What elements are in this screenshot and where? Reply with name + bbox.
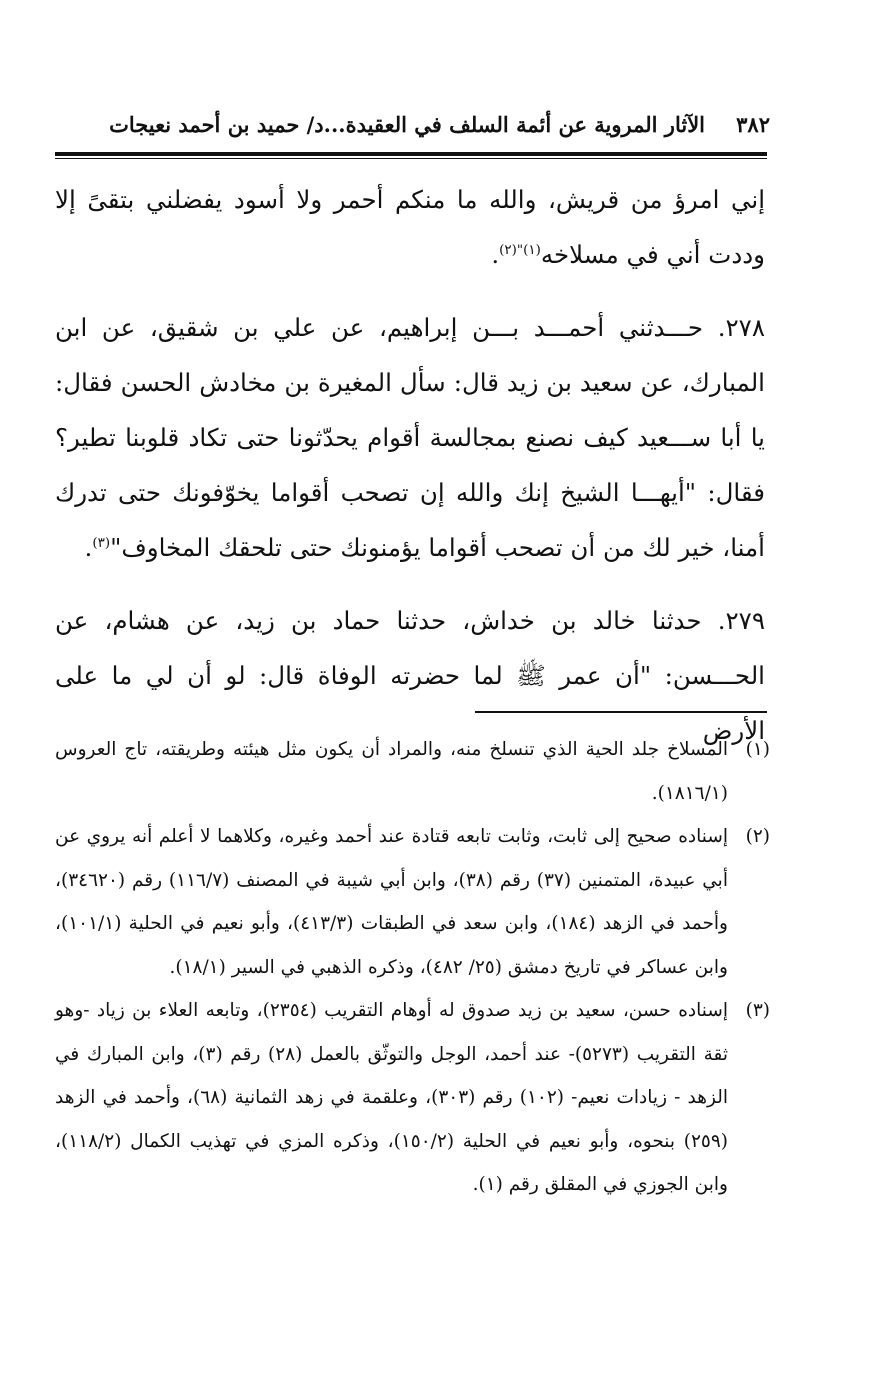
running-title: الآثار المروية عن أئمة السلف في العقيدة...د/ حميد بن أحمد نعيجات [109,112,705,137]
footnote-ref: (٣) [92,534,111,551]
paragraph-end: . [491,240,500,269]
header-rule-thin [55,158,767,159]
footnote-text: إسناده صحيح إلى ثابت، وثابت تابعه قتادة عند أحمد وغيره، وكلاهما لا أعلم أنه يروي عن أبي عبيدة، المتمنين (٣٧) رقم (٣٨)، وابن أبي شيبة في المصنف (١١٦/٧) رقم (٣٤٦٢٠)، وأحمد في الزهد (١٨٤)، وابن سعد في الطبقات (٤١٣/٣)، وأبو نعيم في الحلية (١٠١/١)، وابن عساكر في تاريخ دمشق (٢٥/ ٤٨٢)، وذكره الذهبي في السير (١٨/١). [55,826,728,978]
footnote-text: إسناده حسن، سعيد بن زيد صدوق له أوهام التقريب (٢٣٥٤)، وتابعه العلاء بن زياد -وهو ثقة التقريب (٥٢٧٣)- عند أحمد، الوجل والتوثّق بالعمل (٢٨) رقم (٣)، وابن المبارك في الزهد - زيادات نعيم- (١٠٢) رقم (٣٠٣)، وعلقمة في زهد الثمانية (٦٨)، وأحمد في الزهد (٢٥٩) بنحوه، وأبو نعيم في الحلية (١٥٠/٢)، وذكره المزي في تهذيب الكمال (١١٨/٢)، وابن الجوزي في المقلق رقم (١). [55,1000,728,1195]
narration-number: ٢٧٩. [717,606,765,635]
footnote-number: (٢) [745,826,770,847]
footnote-separator [475,711,767,713]
main-text [55,172,765,758]
footnote-number: (٣) [745,1000,770,1021]
footnote-ref: (١)"(٢) [499,241,541,258]
footnote-2 [55,815,770,989]
page-header [55,112,770,148]
footnote-3 [55,989,770,1207]
header-rule [55,152,767,156]
footnote-text: المسلاخ جلد الحية الذي تنسلخ منه، والمراد أن يكون مثل هيئته وطريقته، تاج العروس (١٨١٦/١). [55,739,728,804]
narration-number: ٢٧٨. [717,313,765,342]
footnote-number: (١) [745,739,770,760]
footnotes [55,728,770,1207]
narration-text: حدثنا خالد بن خداش، حدثنا حماد بن زيد، عن هشام، عن الحـــسن: "أن عمر ﷺ لما حضرته الوفاة قال: لو أن لي ما على الأرض [55,606,765,745]
paragraph-text: إني امرؤ من قريش، والله ما منكم أحمر ولا أسود يفضلني بتقىً إلا وددت أني في مسلاخه [55,185,765,269]
page-number: ٣٨٢ [736,112,770,137]
narration-text: حـــدثني أحمـــد بـــن إبراهيم، عن علي بن شقيق، عن ابن المبارك، عن سعيد بن زيد قال: سأل المغيرة بن مخادش الحسن فقال: يا أبا ســـعيد كيف نصنع بمجالسة أقوام يحدّثونا حتى تكاد قلوبنا تطير؟ فقال: "أيهـــا الشيخ إنك والله إن تصحب أقواما يخوّفونك حتى تدرك أمنا، خير لك من أن تصحب أقواما يؤمنونك حتى تلحقك المخاوف" [55,313,765,562]
narration-278 [55,300,765,575]
paragraph-continued [55,172,765,282]
footnote-1 [55,728,770,815]
paragraph-end: . [84,533,93,562]
